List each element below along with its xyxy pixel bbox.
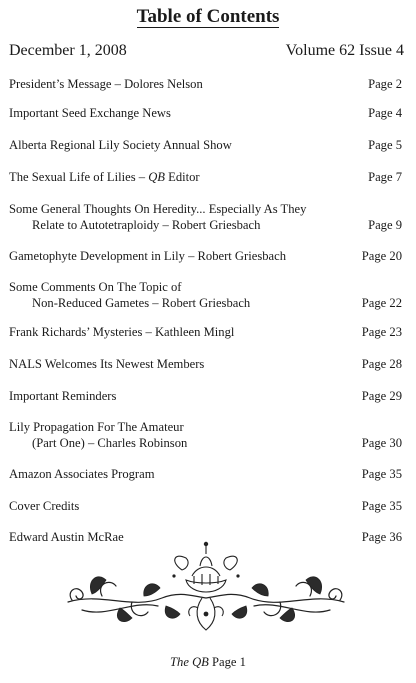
qb-italic: QB bbox=[148, 170, 165, 184]
entry-title: Important Seed Exchange News bbox=[9, 106, 171, 120]
entry-title: NALS Welcomes Its Newest Members bbox=[9, 357, 205, 371]
title-text: Table of Contents bbox=[136, 6, 280, 27]
toc-entry bbox=[9, 169, 402, 185]
entry-page: Page 2 bbox=[368, 77, 402, 91]
volume-issue: Volume 62 Issue 4 bbox=[285, 42, 404, 59]
toc-entry bbox=[9, 356, 402, 372]
entry-page: Page 35 bbox=[361, 499, 402, 513]
page-title bbox=[0, 6, 416, 28]
entry-page: Page 4 bbox=[368, 106, 402, 120]
entry-title: Some General Thoughts On Heredity... Especially As They bbox=[9, 202, 307, 216]
entry-title: Important Reminders bbox=[9, 389, 117, 403]
page-footer bbox=[0, 655, 416, 670]
entry-page: Page 28 bbox=[361, 357, 402, 371]
issue-info-row bbox=[9, 42, 404, 60]
entry-title-continued: Non-Reduced Gametes – Robert Griesbach bbox=[32, 296, 251, 310]
entry-title: Gametophyte Development in Lily – Robert Griesbach bbox=[9, 249, 286, 263]
toc-entry bbox=[9, 248, 402, 264]
toc-entry bbox=[9, 76, 402, 92]
entry-title bbox=[9, 169, 402, 185]
entry-page: Page 35 bbox=[361, 467, 402, 481]
toc-entry bbox=[9, 324, 402, 340]
entry-page: Page 9 bbox=[368, 218, 402, 232]
toc-entry bbox=[9, 498, 402, 514]
toc-entry bbox=[9, 419, 402, 451]
entry-page: Page 22 bbox=[361, 296, 402, 310]
entry-title: Some Comments On The Topic of bbox=[9, 280, 182, 294]
toc-entry bbox=[9, 137, 402, 153]
entry-title: Frank Richards’ Mysteries – Kathleen Mingl bbox=[9, 325, 235, 339]
toc-entry bbox=[9, 105, 402, 121]
floral-ornament bbox=[62, 540, 350, 635]
entry-title-part: The Sexual Life of Lilies – bbox=[9, 170, 149, 184]
entry-page: Page 30 bbox=[361, 436, 402, 450]
entry-page: Page 29 bbox=[361, 389, 402, 403]
entry-page: Page 36 bbox=[361, 530, 402, 544]
entry-page: Page 20 bbox=[361, 249, 402, 263]
entry-title-continued: Relate to Autotetraploidy – Robert Griesbach bbox=[32, 218, 261, 232]
entry-title: Amazon Associates Program bbox=[9, 467, 155, 481]
toc-entry bbox=[9, 279, 402, 311]
entry-title: President’s Message – Dolores Nelson bbox=[9, 77, 203, 91]
entry-title: Lily Propagation For The Amateur bbox=[9, 420, 184, 434]
footer-page-number: Page 1 bbox=[212, 655, 246, 669]
entry-title: Alberta Regional Lily Society Annual Show bbox=[9, 138, 232, 152]
toc-entry bbox=[9, 466, 402, 482]
entry-title: Edward Austin McRae bbox=[9, 530, 124, 544]
entry-title-part: Editor bbox=[165, 170, 200, 184]
entry-page: Page 5 bbox=[368, 138, 402, 152]
entry-page: Page 7 bbox=[368, 170, 402, 184]
toc-entry bbox=[9, 388, 402, 404]
toc-entry bbox=[9, 201, 402, 233]
issue-date: December 1, 2008 bbox=[9, 42, 127, 59]
entry-page: Page 23 bbox=[361, 325, 402, 339]
entry-title-continued: (Part One) – Charles Robinson bbox=[32, 436, 188, 450]
footer-publication: The QB bbox=[170, 655, 209, 669]
entry-title: Cover Credits bbox=[9, 499, 80, 513]
